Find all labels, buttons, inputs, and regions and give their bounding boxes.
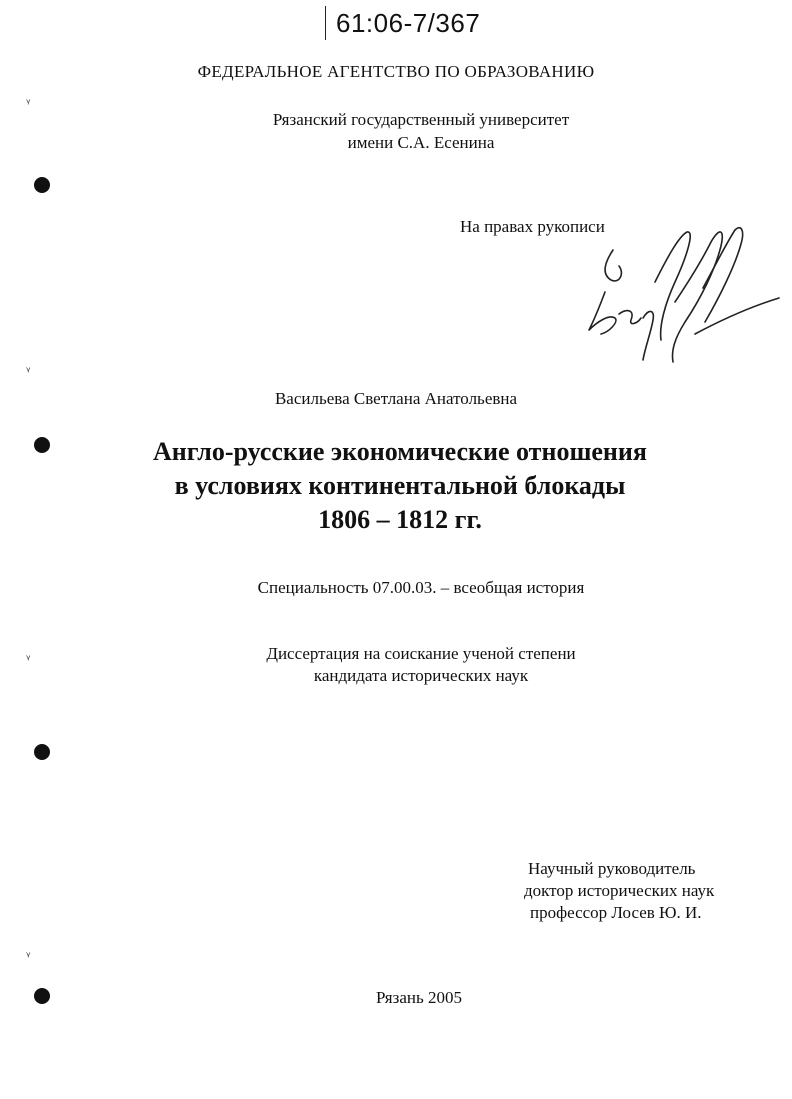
degree-statement bbox=[0, 643, 792, 687]
dissertation-title bbox=[4, 435, 792, 537]
title-line: Англо-русские экономические отношения bbox=[153, 437, 647, 466]
university-name bbox=[0, 108, 792, 154]
advisor-role: Научный руководитель bbox=[528, 859, 696, 878]
advisor-degree: доктор исторических наук bbox=[524, 881, 715, 900]
city-year: Рязань 2005 bbox=[376, 988, 462, 1007]
advisor-name: профессор Лосев Ю. И. bbox=[530, 903, 702, 922]
rights-note: На правах рукописи bbox=[460, 217, 605, 236]
binding-hole bbox=[34, 177, 50, 193]
title-line: в условиях континентальной блокады bbox=[174, 471, 626, 500]
agency-name: ФЕДЕРАЛЬНОЕ АГЕНТСТВО ПО ОБРАЗОВАНИЮ bbox=[197, 62, 595, 81]
title-line: 1806 – 1812 гг. bbox=[318, 505, 482, 534]
author-name: Васильева Светлана Анатольевна bbox=[274, 389, 518, 408]
scientific-advisor bbox=[524, 858, 714, 924]
binding-hole bbox=[34, 744, 50, 760]
scan-mark: ᵞ bbox=[26, 364, 31, 378]
scan-mark: ᵞ bbox=[26, 96, 31, 110]
scan-mark: ᵞ bbox=[26, 949, 31, 963]
scan-mark: ᵞ bbox=[26, 652, 31, 666]
university-line: имени С.А. Есенина bbox=[347, 133, 495, 152]
library-code: 61:06-7/367 bbox=[325, 6, 480, 40]
specialty: Специальность 07.00.03. – всеобщая история bbox=[257, 578, 585, 597]
degree-line: Диссертация на соискание ученой степени bbox=[266, 644, 576, 663]
degree-line: кандидата исторических наук bbox=[313, 666, 529, 685]
university-line: Рязанский государственный университет bbox=[272, 110, 570, 129]
handwritten-signature bbox=[575, 222, 785, 372]
